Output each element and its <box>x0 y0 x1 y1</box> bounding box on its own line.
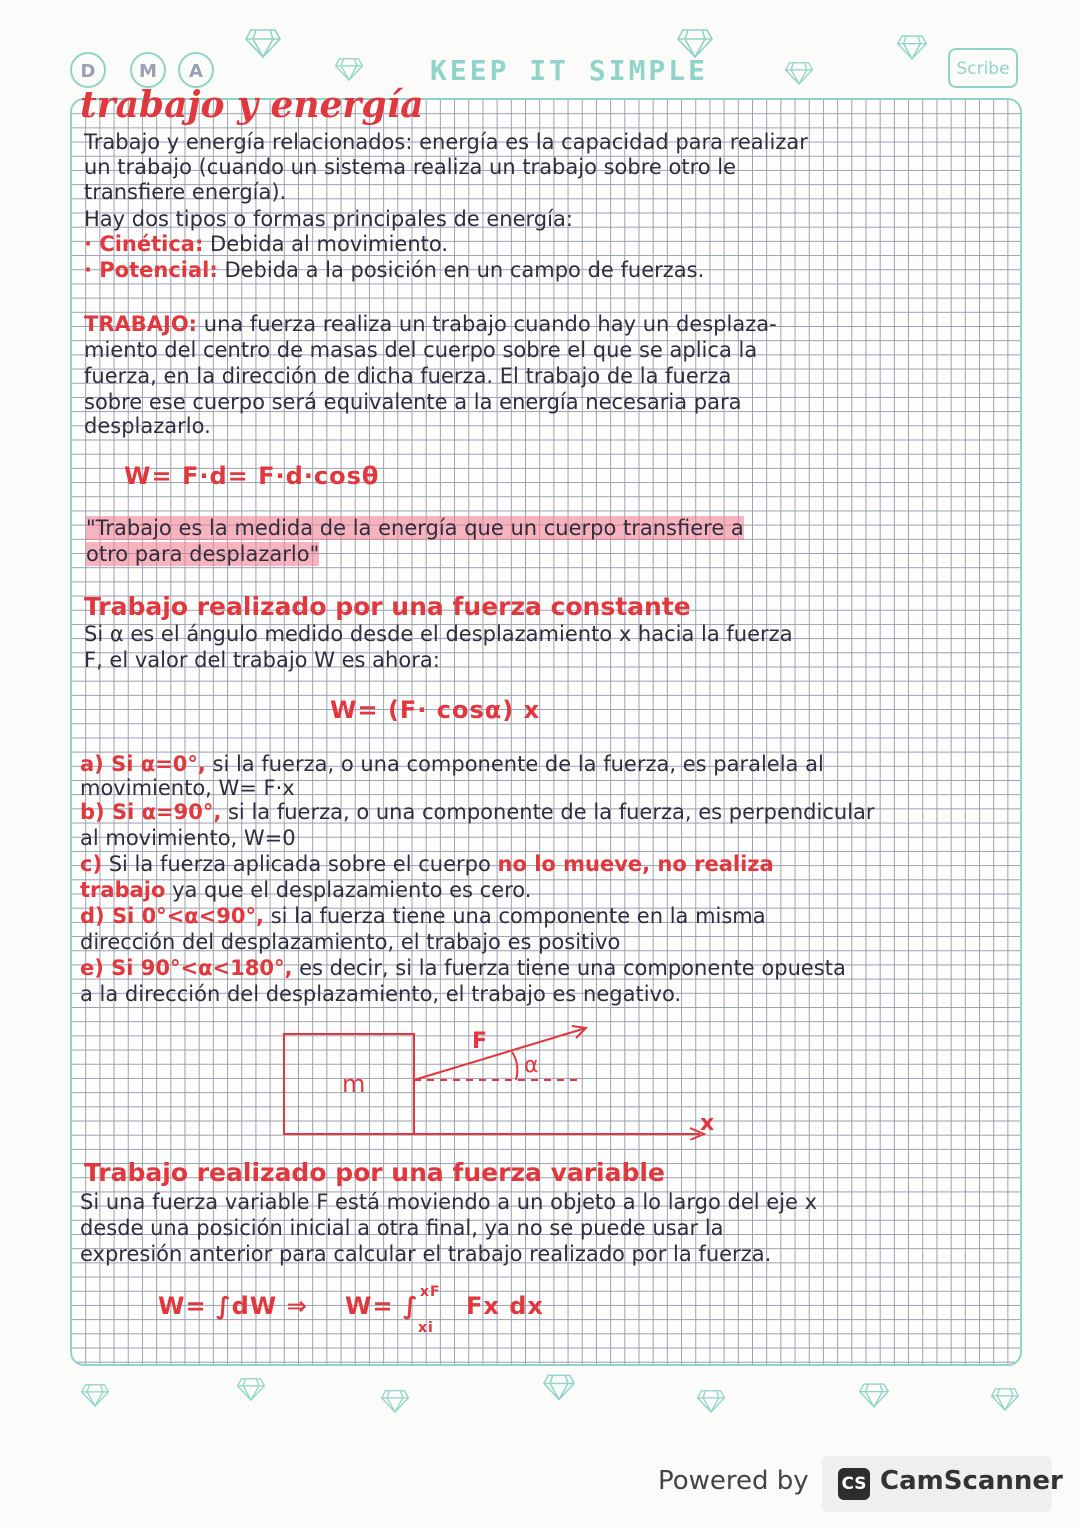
circle-a: A <box>178 52 214 88</box>
angle-label: α <box>524 1053 539 1078</box>
diamond-icon <box>896 30 928 64</box>
diamond-icon <box>244 26 282 60</box>
case-e-text: es decir, si la fuerza tiene una componente opuesta <box>292 956 846 980</box>
case-e-2: a la dirección del desplazamiento, el trabajo es negativo. <box>80 982 682 1006</box>
constante-line-1: Si α es el ángulo medido desde el desplazamiento x hacia la fuerza <box>84 622 793 646</box>
case-b <box>80 800 875 825</box>
case-a <box>80 752 824 777</box>
force-diagram <box>280 1020 720 1140</box>
case-e <box>80 956 846 981</box>
potencial-text: Debida a la posición en un campo de fuerzas. <box>217 258 705 282</box>
quote-line-1 <box>86 516 744 541</box>
case-c-red: no lo mueve, no realiza <box>497 852 774 876</box>
case-a-text: si la fuerza, o una componente de la fuerza, es paralela al <box>205 752 824 776</box>
constante-line-2: F, el valor del trabajo W es ahora: <box>84 648 440 672</box>
camscanner-name: CamScanner <box>880 1466 1063 1496</box>
quote-text-2: otro para desplazarlo" <box>86 542 320 566</box>
variable-line-3: expresión anterior para calcular el trabajo realizado por la fuerza. <box>80 1242 772 1266</box>
case-e-label: e) Si 90°<α<180°, <box>80 956 293 980</box>
quote-line-2 <box>86 542 319 567</box>
case-c-red-2: trabajo <box>80 878 166 902</box>
cinetica-label: · Cinética: <box>84 232 204 256</box>
case-c-text-2: ya que el desplazamiento es cero. <box>165 878 532 902</box>
heading-variable: Trabajo realizado por una fuerza variable <box>84 1158 665 1187</box>
case-a-2: movimiento, W= F·x <box>80 776 295 800</box>
potencial-label: · Potencial: <box>84 258 218 282</box>
trabajo-line-5: desplazarlo. <box>84 414 211 438</box>
case-c-2 <box>80 878 531 903</box>
trabajo-line-3: fuerza, en la dirección de dicha fuerza. El trabajo de la fuerza <box>84 364 732 388</box>
variable-line-2: desde una posición inicial a otra final, ya no se puede usar la <box>80 1216 724 1240</box>
force-vector <box>414 1028 586 1080</box>
powered-by-text: Powered by <box>658 1466 809 1496</box>
diamond-icon <box>80 1378 110 1412</box>
diamond-icon <box>784 56 814 90</box>
circle-d: D <box>70 52 106 88</box>
work-formula: W= F·d= F·d·cosθ <box>124 462 380 490</box>
case-d-2: dirección del desplazamiento, el trabajo es positivo <box>80 930 621 954</box>
variable-formula-1: W= ∫dW ⇒ <box>158 1292 308 1320</box>
diamond-icon <box>676 26 714 60</box>
diamond-icon <box>236 1372 266 1406</box>
cinetica-text: Debida al movimiento. <box>203 232 449 256</box>
case-b-2: al movimiento, W=0 <box>80 826 296 850</box>
trabajo-label: TRABAJO: <box>84 312 198 336</box>
page-title: trabajo y energía <box>80 84 424 126</box>
limit-bottom: xi <box>418 1320 434 1336</box>
trabajo-text-1: una fuerza realiza un trabajo cuando hay un desplaza- <box>197 312 777 336</box>
integrand: Fx dx <box>466 1292 544 1320</box>
scribe-logo: Scribe <box>948 48 1018 88</box>
variable-formula-2: W= ∫ <box>345 1292 419 1320</box>
case-c <box>80 852 774 877</box>
constant-formula: W= (F· cosα) x <box>330 696 541 724</box>
case-b-label: b) Si α=90°, <box>80 800 222 824</box>
case-b-text: si la fuerza, o una componente de la fuerza, es perpendicular <box>221 800 875 824</box>
intro-line-1: Trabajo y energía relacionados: energía es la capacidad para realizar <box>84 130 808 154</box>
diamond-icon <box>990 1382 1020 1416</box>
diamond-icon <box>858 1378 890 1412</box>
case-d <box>80 904 766 929</box>
limit-top: xF <box>420 1284 441 1300</box>
trabajo-line-2: miento del centro de masas del cuerpo sobre el que se aplica la <box>84 338 758 362</box>
case-a-label: a) Si α=0°, <box>80 752 206 776</box>
diamond-icon <box>542 1370 576 1404</box>
case-d-text: si la fuerza tiene una componente en la misma <box>264 904 766 928</box>
force-label: F <box>472 1029 488 1054</box>
mass-label: m <box>342 1070 366 1098</box>
case-c-text: Si la fuerza aplicada sobre el cuerpo <box>102 852 498 876</box>
trabajo-line-4: sobre ese cuerpo será equivalente a la energía necesaria para <box>84 390 742 414</box>
angle-arc <box>512 1052 517 1080</box>
quote-text-1: "Trabajo es la medida de la energía que un cuerpo transfiere a <box>86 516 744 540</box>
potencial-line <box>84 258 704 283</box>
brand-title: KEEP IT SIMPLE <box>430 54 709 87</box>
variable-line-1: Si una fuerza variable F está moviendo a un objeto a lo largo del eje x <box>80 1190 818 1214</box>
trabajo-line-1 <box>84 312 777 337</box>
diamond-icon <box>380 1384 410 1418</box>
camscanner-badge: CS <box>838 1468 870 1500</box>
cinetica-line <box>84 232 448 257</box>
heading-constante: Trabajo realizado por una fuerza constante <box>84 592 691 621</box>
case-d-label: d) Si 0°<α<90°, <box>80 904 265 928</box>
intro-line-4: Hay dos tipos o formas principales de energía: <box>84 207 573 231</box>
circle-m: M <box>130 52 166 88</box>
intro-line-3: transfiere energía). <box>84 180 287 204</box>
intro-line-2: un trabajo (cuando un sistema realiza un trabajo sobre otro le <box>84 155 737 179</box>
axis-label: x <box>700 1111 715 1136</box>
diamond-icon <box>334 52 364 86</box>
case-c-label: c) <box>80 852 103 876</box>
diamond-icon <box>696 1384 726 1418</box>
